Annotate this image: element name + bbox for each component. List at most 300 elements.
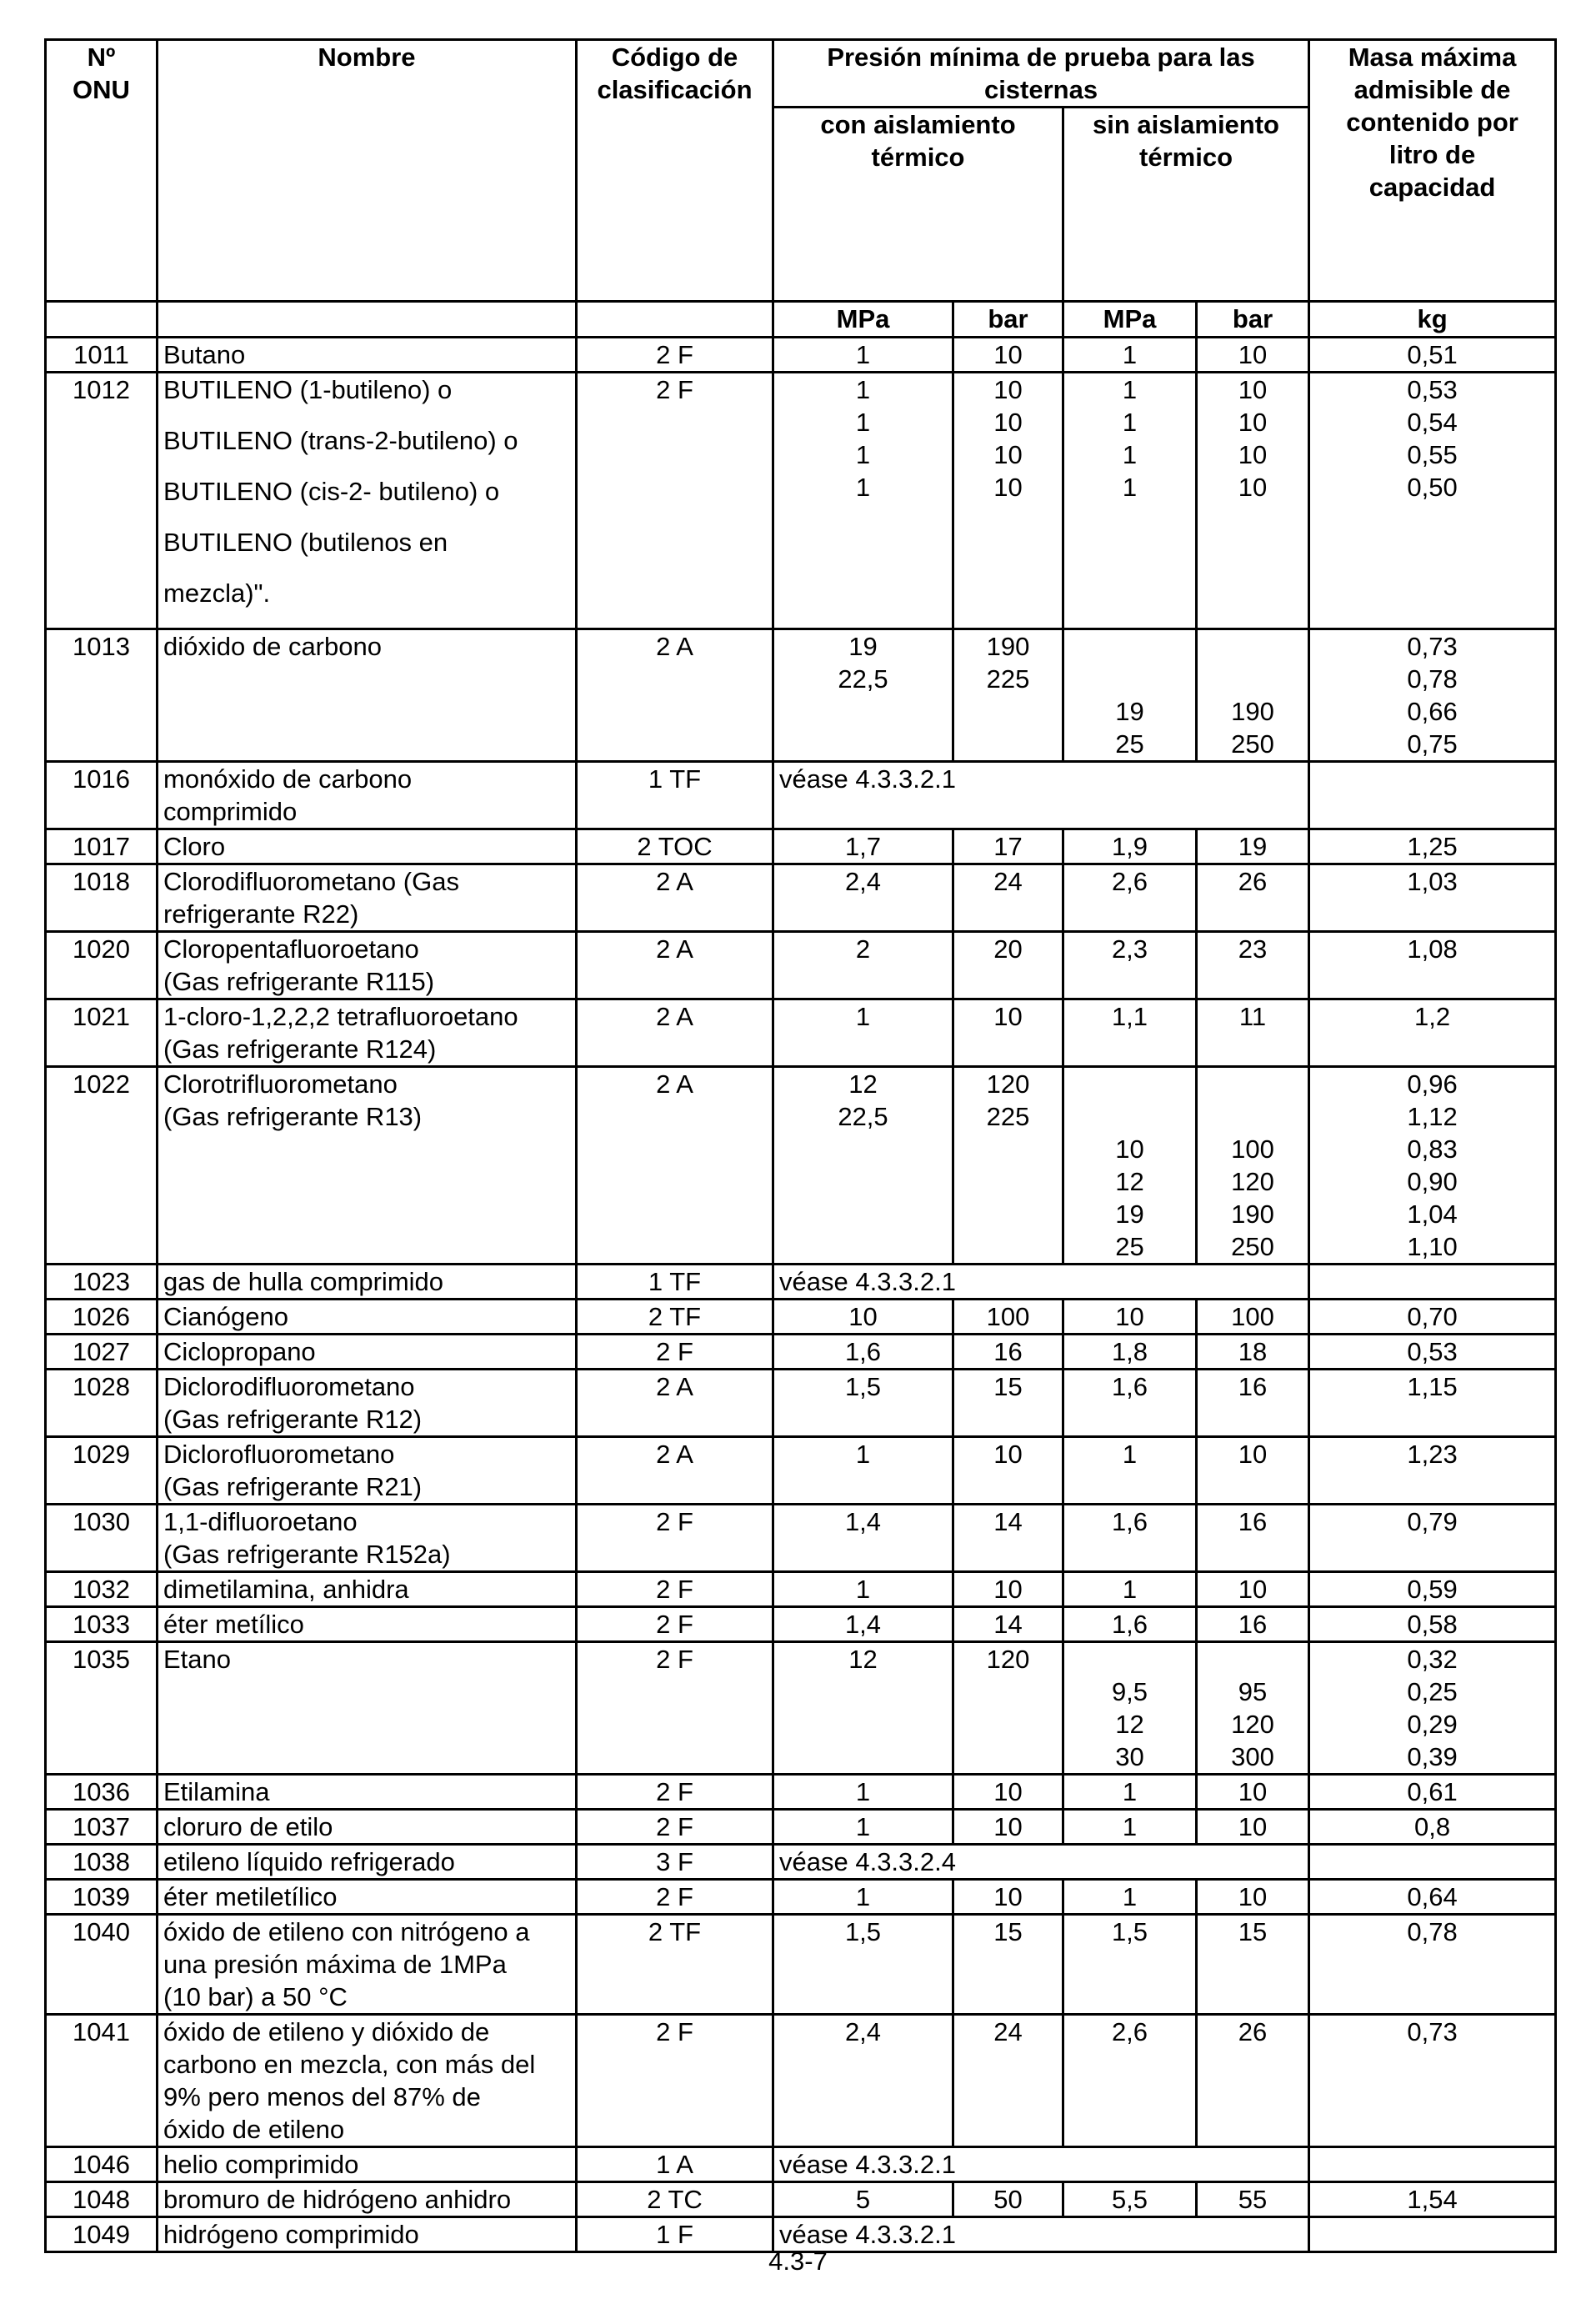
pressure-con-bar (953, 1775, 1063, 1810)
cell-line: 1 (1122, 1812, 1138, 1841)
pressure-sin-mpa (1063, 1915, 1197, 2015)
cell-line: 1 (855, 440, 871, 469)
pressure-con-bar (953, 932, 1063, 999)
pressure-sin-bar (1197, 629, 1309, 762)
cell-line: BUTILENO (trans-2-butileno) o (163, 426, 518, 455)
cell-line: 0,73 (1407, 2017, 1458, 2046)
cell-line: 10 (993, 375, 1023, 404)
classification-code: 3 F (577, 1845, 773, 1880)
cell-line: éter metílico (163, 1610, 304, 1639)
cell-line: 1 (855, 473, 871, 502)
cell-line: 10 (993, 473, 1023, 502)
classification-code: 2 TC (577, 2182, 773, 2217)
cell-line: 2,6 (1111, 2017, 1148, 2046)
table-row (46, 1572, 1556, 1607)
unit-con-bar: bar (953, 302, 1063, 338)
cell-line: 2 (855, 934, 871, 964)
table-row (46, 373, 1556, 629)
cell-line: 2,4 (844, 867, 882, 896)
substance-name (158, 2147, 577, 2182)
classification-code: 2 A (577, 1437, 773, 1505)
classification-code: 2 A (577, 999, 773, 1067)
pressure-sin-bar (1197, 999, 1309, 1067)
pressure-note: véase 4.3.3.2.1 (773, 1265, 1309, 1300)
header-nombre: Nombre (158, 40, 577, 302)
cell-line: 19 (1238, 832, 1268, 861)
pressure-con-mpa (773, 1437, 953, 1505)
pressure-con-bar (953, 1915, 1063, 2015)
pressure-sin-bar (1197, 2015, 1309, 2147)
cell-line: 1 (1122, 1575, 1138, 1604)
onu-number: 1021 (46, 999, 158, 1067)
pressure-con-mpa (773, 1775, 953, 1810)
substance-name (158, 1845, 577, 1880)
cell-line: 23 (1238, 934, 1268, 964)
max-mass (1309, 1810, 1556, 1845)
classification-code: 2 F (577, 1505, 773, 1572)
pressure-con-bar (953, 1642, 1063, 1775)
substance-name (158, 1880, 577, 1915)
pressure-con-bar (953, 629, 1063, 762)
header-masa: Masa máxima admisible de contenido por litro de capacidad (1309, 40, 1556, 302)
cell-line: 9,5 (1111, 1677, 1148, 1706)
pressure-con-bar (953, 1607, 1063, 1642)
cell-line: monóxido de carbono (163, 764, 413, 794)
cell-line (1203, 1068, 1303, 1100)
cell-line (1069, 663, 1190, 695)
cell-line: BUTILENO (cis-2- butileno) o (163, 477, 500, 506)
cell-line: 0,96 (1407, 1069, 1458, 1099)
cell-line: 10 (993, 1575, 1023, 1604)
cell-line (1069, 630, 1190, 663)
cell-line: óxido de etileno con nitrógeno a (163, 1917, 530, 1946)
substance-name (158, 1810, 577, 1845)
classification-code: 2 F (577, 2015, 773, 2147)
cell-line: 1,10 (1407, 1232, 1458, 1261)
pressure-con-mpa (773, 1607, 953, 1642)
cell-line: 0,8 (1413, 1812, 1451, 1841)
table-row (46, 864, 1556, 932)
pressure-sin-bar (1197, 1572, 1309, 1607)
cell-line: 1,15 (1407, 1372, 1458, 1401)
cell-line: BUTILENO (butilenos en (163, 528, 448, 557)
cell-line: 17 (993, 832, 1023, 861)
cell-line: 12 (1115, 1710, 1144, 1739)
substance-name (158, 1775, 577, 1810)
table-row (46, 629, 1556, 762)
substance-name (158, 762, 577, 829)
cell-line: 16 (993, 1337, 1023, 1366)
pressure-sin-mpa (1063, 1300, 1197, 1335)
classification-code: 1 TF (577, 762, 773, 829)
classification-code: 1 F (577, 2217, 773, 2252)
max-mass (1309, 373, 1556, 629)
cell-line (1069, 1643, 1190, 1675)
page-number: 4.3-7 (768, 2246, 828, 2276)
cell-line: 190 (1231, 697, 1274, 726)
pressure-sin-bar (1197, 864, 1309, 932)
pressure-sin-bar (1197, 1607, 1309, 1642)
pressure-con-mpa (773, 2182, 953, 2217)
cell-line: 1-cloro-1,2,2,2 tetrafluoroetano (163, 1002, 518, 1031)
cell-line: 14 (993, 1610, 1023, 1639)
pressure-con-bar (953, 1810, 1063, 1845)
pressure-sin-mpa (1063, 829, 1197, 864)
cell-line: 300 (1231, 1742, 1274, 1771)
cell-line: 10 (1238, 1575, 1268, 1604)
cell-line: 0,58 (1407, 1610, 1458, 1639)
onu-number: 1012 (46, 373, 158, 629)
cell-line: 10 (993, 1812, 1023, 1841)
table-row (46, 1067, 1556, 1265)
cell-line: 1 (855, 1002, 871, 1031)
cell-line: 1,23 (1407, 1440, 1458, 1469)
cell-line: 1,6 (1111, 1372, 1148, 1401)
table-row (46, 829, 1556, 864)
cell-line: 1,5 (1111, 1917, 1148, 1946)
cell-line: 26 (1238, 2017, 1268, 2046)
substance-name (158, 2015, 577, 2147)
cell-line: 1,5 (844, 1372, 882, 1401)
onu-number: 1023 (46, 1265, 158, 1300)
cell-line: 1,03 (1407, 867, 1458, 896)
pressure-con-mpa (773, 1335, 953, 1370)
table-row (46, 999, 1556, 1067)
substance-name (158, 932, 577, 999)
pressure-sin-mpa (1063, 864, 1197, 932)
cell-line: 19 (1115, 1200, 1144, 1229)
pressure-sin-mpa (1063, 2182, 1197, 2217)
substance-name (158, 1437, 577, 1505)
cell-line: 22,5 (838, 664, 888, 694)
pressure-sin-mpa (1063, 1642, 1197, 1775)
max-mass (1309, 1265, 1556, 1300)
max-mass (1309, 629, 1556, 762)
table-row (46, 1370, 1556, 1437)
cell-line: 10 (1115, 1302, 1144, 1331)
gas-tank-table (44, 38, 1557, 2253)
cell-line: 15 (993, 1917, 1023, 1946)
cell-line: 10 (993, 1882, 1023, 1911)
cell-line: 10 (1238, 1812, 1268, 1841)
max-mass (1309, 338, 1556, 373)
table-row (46, 338, 1556, 373)
classification-code: 2 A (577, 1370, 773, 1437)
cell-line: 10 (848, 1302, 878, 1331)
cell-line: 1 (1122, 440, 1138, 469)
cell-line: 14 (993, 1507, 1023, 1536)
table-row (46, 1265, 1556, 1300)
substance-name (158, 1642, 577, 1775)
pressure-con-mpa (773, 932, 953, 999)
cell-line: 26 (1238, 867, 1268, 896)
cell-line: 1,04 (1407, 1200, 1458, 1229)
pressure-con-bar (953, 1335, 1063, 1370)
pressure-sin-mpa (1063, 629, 1197, 762)
classification-code: 2 F (577, 1335, 773, 1370)
pressure-sin-mpa (1063, 999, 1197, 1067)
classification-code: 2 A (577, 629, 773, 762)
cell-line (1203, 1643, 1303, 1675)
cell-line: Butano (163, 340, 246, 369)
cell-line: (10 bar) a 50 °C (163, 1982, 348, 2011)
cell-line: 1,12 (1407, 1102, 1458, 1131)
cell-line: óxido de etileno y dióxido de (163, 2017, 490, 2046)
pressure-sin-mpa (1063, 1370, 1197, 1437)
cell-line: 15 (1238, 1917, 1268, 1946)
pressure-con-mpa (773, 864, 953, 932)
max-mass (1309, 2015, 1556, 2147)
classification-code: 2 TF (577, 1915, 773, 2015)
cell-line: Etano (163, 1645, 232, 1674)
header-onu-cont (46, 302, 158, 338)
pressure-con-bar (953, 999, 1063, 1067)
cell-line: 1,9 (1111, 832, 1148, 861)
cell-line: 1,7 (844, 832, 882, 861)
cell-line: Clorodifluorometano (Gas (163, 867, 459, 896)
cell-line: 0,55 (1407, 440, 1458, 469)
cell-line: 1 (855, 340, 871, 369)
onu-number: 1018 (46, 864, 158, 932)
substance-name (158, 1300, 577, 1335)
table-row (46, 1880, 1556, 1915)
cell-line: 1,8 (1111, 1337, 1148, 1366)
pressure-con-mpa (773, 373, 953, 629)
cell-line: Diclorofluorometano (163, 1440, 395, 1469)
cell-line: 1 (855, 1882, 871, 1911)
onu-number: 1049 (46, 2217, 158, 2252)
cell-line: 15 (993, 1372, 1023, 1401)
cell-line: (Gas refrigerante R115) (163, 967, 435, 996)
cell-line: 24 (993, 2017, 1023, 2046)
cell-line: 0,70 (1407, 1302, 1458, 1331)
cell-line: 9% pero menos del 87% de (163, 2082, 481, 2111)
cell-line: (Gas refrigerante R152a) (163, 1540, 451, 1569)
cell-line: Ciclopropano (163, 1337, 316, 1366)
pressure-sin-mpa (1063, 932, 1197, 999)
table-row (46, 1845, 1556, 1880)
pressure-sin-bar (1197, 1067, 1309, 1265)
pressure-sin-bar (1197, 1335, 1309, 1370)
classification-code: 2 A (577, 1067, 773, 1265)
cell-line: 1 (1122, 473, 1138, 502)
classification-code: 2 TOC (577, 829, 773, 864)
cell-line: 10 (1238, 440, 1268, 469)
cell-line: 10 (1238, 340, 1268, 369)
header-codigo: Código de clasificación (577, 40, 773, 302)
cell-line: 1,1 (1111, 1002, 1148, 1031)
onu-number: 1029 (46, 1437, 158, 1505)
classification-code: 1 A (577, 2147, 773, 2182)
pressure-sin-bar (1197, 1642, 1309, 1775)
classification-code: 2 A (577, 932, 773, 999)
cell-line: 0,32 (1407, 1645, 1458, 1674)
cell-line: 0,78 (1407, 1917, 1458, 1946)
table-row (46, 762, 1556, 829)
cell-line: 1 (1122, 408, 1138, 437)
substance-name (158, 1572, 577, 1607)
onu-number: 1020 (46, 932, 158, 999)
cell-line: 225 (986, 664, 1030, 694)
pressure-con-bar (953, 2015, 1063, 2147)
pressure-con-mpa (773, 629, 953, 762)
cell-line: 1 (1122, 375, 1138, 404)
cell-line: una presión máxima de 1MPa (163, 1950, 507, 1979)
pressure-sin-mpa (1063, 1335, 1197, 1370)
onu-number: 1028 (46, 1370, 158, 1437)
pressure-con-mpa (773, 1642, 953, 1775)
cell-line: 100 (986, 1302, 1030, 1331)
cell-line: 10 (1238, 408, 1268, 437)
cell-line: helio comprimido (163, 2150, 359, 2179)
cell-line: 0,61 (1407, 1777, 1458, 1806)
cell-line: 22,5 (838, 1102, 888, 1131)
cell-line: bromuro de hidrógeno anhidro (163, 2185, 512, 2214)
cell-line: 19 (848, 632, 878, 661)
cell-line: 10 (1238, 1440, 1268, 1469)
pressure-sin-bar (1197, 829, 1309, 864)
onu-number: 1036 (46, 1775, 158, 1810)
pressure-sin-mpa (1063, 1572, 1197, 1607)
cell-line: 10 (1238, 1882, 1268, 1911)
cell-line: 10 (993, 1002, 1023, 1031)
max-mass (1309, 1572, 1556, 1607)
cell-line: Clorotrifluorometano (163, 1069, 398, 1099)
onu-number: 1016 (46, 762, 158, 829)
pressure-sin-mpa (1063, 1505, 1197, 1572)
pressure-con-mpa (773, 1880, 953, 1915)
classification-code: 2 F (577, 373, 773, 629)
max-mass (1309, 1300, 1556, 1335)
cell-line: 12 (848, 1069, 878, 1099)
pressure-note: véase 4.3.3.2.1 (773, 762, 1309, 829)
cell-line: 100 (1231, 1302, 1274, 1331)
table-row (46, 1437, 1556, 1505)
max-mass (1309, 762, 1556, 829)
max-mass (1309, 864, 1556, 932)
pressure-con-bar (953, 1370, 1063, 1437)
cell-line: 1,6 (844, 1337, 882, 1366)
table-row (46, 1642, 1556, 1775)
cell-line: BUTILENO (1-butileno) o (163, 375, 453, 404)
substance-name (158, 1915, 577, 2015)
pressure-sin-bar (1197, 1775, 1309, 1810)
cell-line: 1,4 (844, 1507, 882, 1536)
cell-line: 0,50 (1407, 473, 1458, 502)
pressure-sin-mpa (1063, 1437, 1197, 1505)
cell-line: gas de hulla comprimido (163, 1267, 444, 1296)
pressure-con-mpa (773, 1810, 953, 1845)
pressure-sin-bar (1197, 338, 1309, 373)
cell-line: éter metiletílico (163, 1882, 338, 1911)
max-mass (1309, 1607, 1556, 1642)
pressure-sin-bar (1197, 1437, 1309, 1505)
substance-name (158, 1370, 577, 1437)
cell-line: Cloropentafluoroetano (163, 934, 419, 964)
pressure-sin-bar (1197, 932, 1309, 999)
classification-code: 2 F (577, 1880, 773, 1915)
onu-number: 1022 (46, 1067, 158, 1265)
cell-line: (Gas refrigerante R12) (163, 1405, 423, 1434)
max-mass (1309, 829, 1556, 864)
pressure-sin-mpa (1063, 373, 1197, 629)
cell-line: óxido de etileno (163, 2115, 345, 2144)
cell-line: 19 (1115, 697, 1144, 726)
cell-line: 0,39 (1407, 1742, 1458, 1771)
onu-number: 1032 (46, 1572, 158, 1607)
cell-line (1069, 1100, 1190, 1133)
onu-number: 1027 (46, 1335, 158, 1370)
cell-line: 190 (986, 632, 1030, 661)
classification-code: 2 F (577, 1607, 773, 1642)
pressure-con-bar (953, 1880, 1063, 1915)
classification-code: 2 F (577, 338, 773, 373)
classification-code: 2 F (577, 1775, 773, 1810)
cell-line: 0,53 (1407, 1337, 1458, 1366)
pressure-sin-bar (1197, 373, 1309, 629)
max-mass (1309, 1642, 1556, 1775)
cell-line: 10 (1238, 1777, 1268, 1806)
pressure-sin-mpa (1063, 1880, 1197, 1915)
cell-line: 225 (986, 1102, 1030, 1131)
max-mass (1309, 2147, 1556, 2182)
substance-name (158, 864, 577, 932)
substance-name (158, 1505, 577, 1572)
substance-name (158, 1265, 577, 1300)
cell-line: 120 (1231, 1710, 1274, 1739)
table-row (46, 2182, 1556, 2217)
unit-kg: kg (1309, 302, 1556, 338)
max-mass (1309, 1880, 1556, 1915)
cell-line: 1,54 (1407, 2185, 1458, 2214)
pressure-con-mpa (773, 1505, 953, 1572)
max-mass (1309, 1845, 1556, 1880)
substance-name (158, 338, 577, 373)
cell-line: 1 (855, 1812, 871, 1841)
cell-line: 1 (855, 375, 871, 404)
classification-code: 2 A (577, 864, 773, 932)
cell-line: 25 (1115, 729, 1144, 759)
pressure-sin-mpa (1063, 1810, 1197, 1845)
cell-line: 16 (1238, 1610, 1268, 1639)
onu-number: 1011 (46, 338, 158, 373)
cell-line: 0,79 (1407, 1507, 1458, 1536)
cell-line: 1,08 (1407, 934, 1458, 964)
onu-number: 1048 (46, 2182, 158, 2217)
unit-con-mpa: MPa (773, 302, 953, 338)
pressure-con-bar (953, 1067, 1063, 1265)
cell-line: 1,6 (1111, 1610, 1148, 1639)
table-row (46, 1300, 1556, 1335)
cell-line: 1 (855, 1440, 871, 1469)
cell-line: Cloro (163, 832, 226, 861)
pressure-sin-bar (1197, 2182, 1309, 2217)
cell-line: 1 (1122, 1777, 1138, 1806)
cell-line: 30 (1115, 1742, 1144, 1771)
pressure-con-bar (953, 1437, 1063, 1505)
table-row (46, 2147, 1556, 2182)
max-mass (1309, 1335, 1556, 1370)
onu-number: 1026 (46, 1300, 158, 1335)
pressure-sin-mpa (1063, 1775, 1197, 1810)
pressure-sin-bar (1197, 1880, 1309, 1915)
pressure-sin-mpa (1063, 2015, 1197, 2147)
cell-line: 120 (1231, 1167, 1274, 1196)
classification-code: 2 F (577, 1810, 773, 1845)
cell-line: 1,6 (1111, 1507, 1148, 1536)
max-mass (1309, 1067, 1556, 1265)
onu-number: 1041 (46, 2015, 158, 2147)
